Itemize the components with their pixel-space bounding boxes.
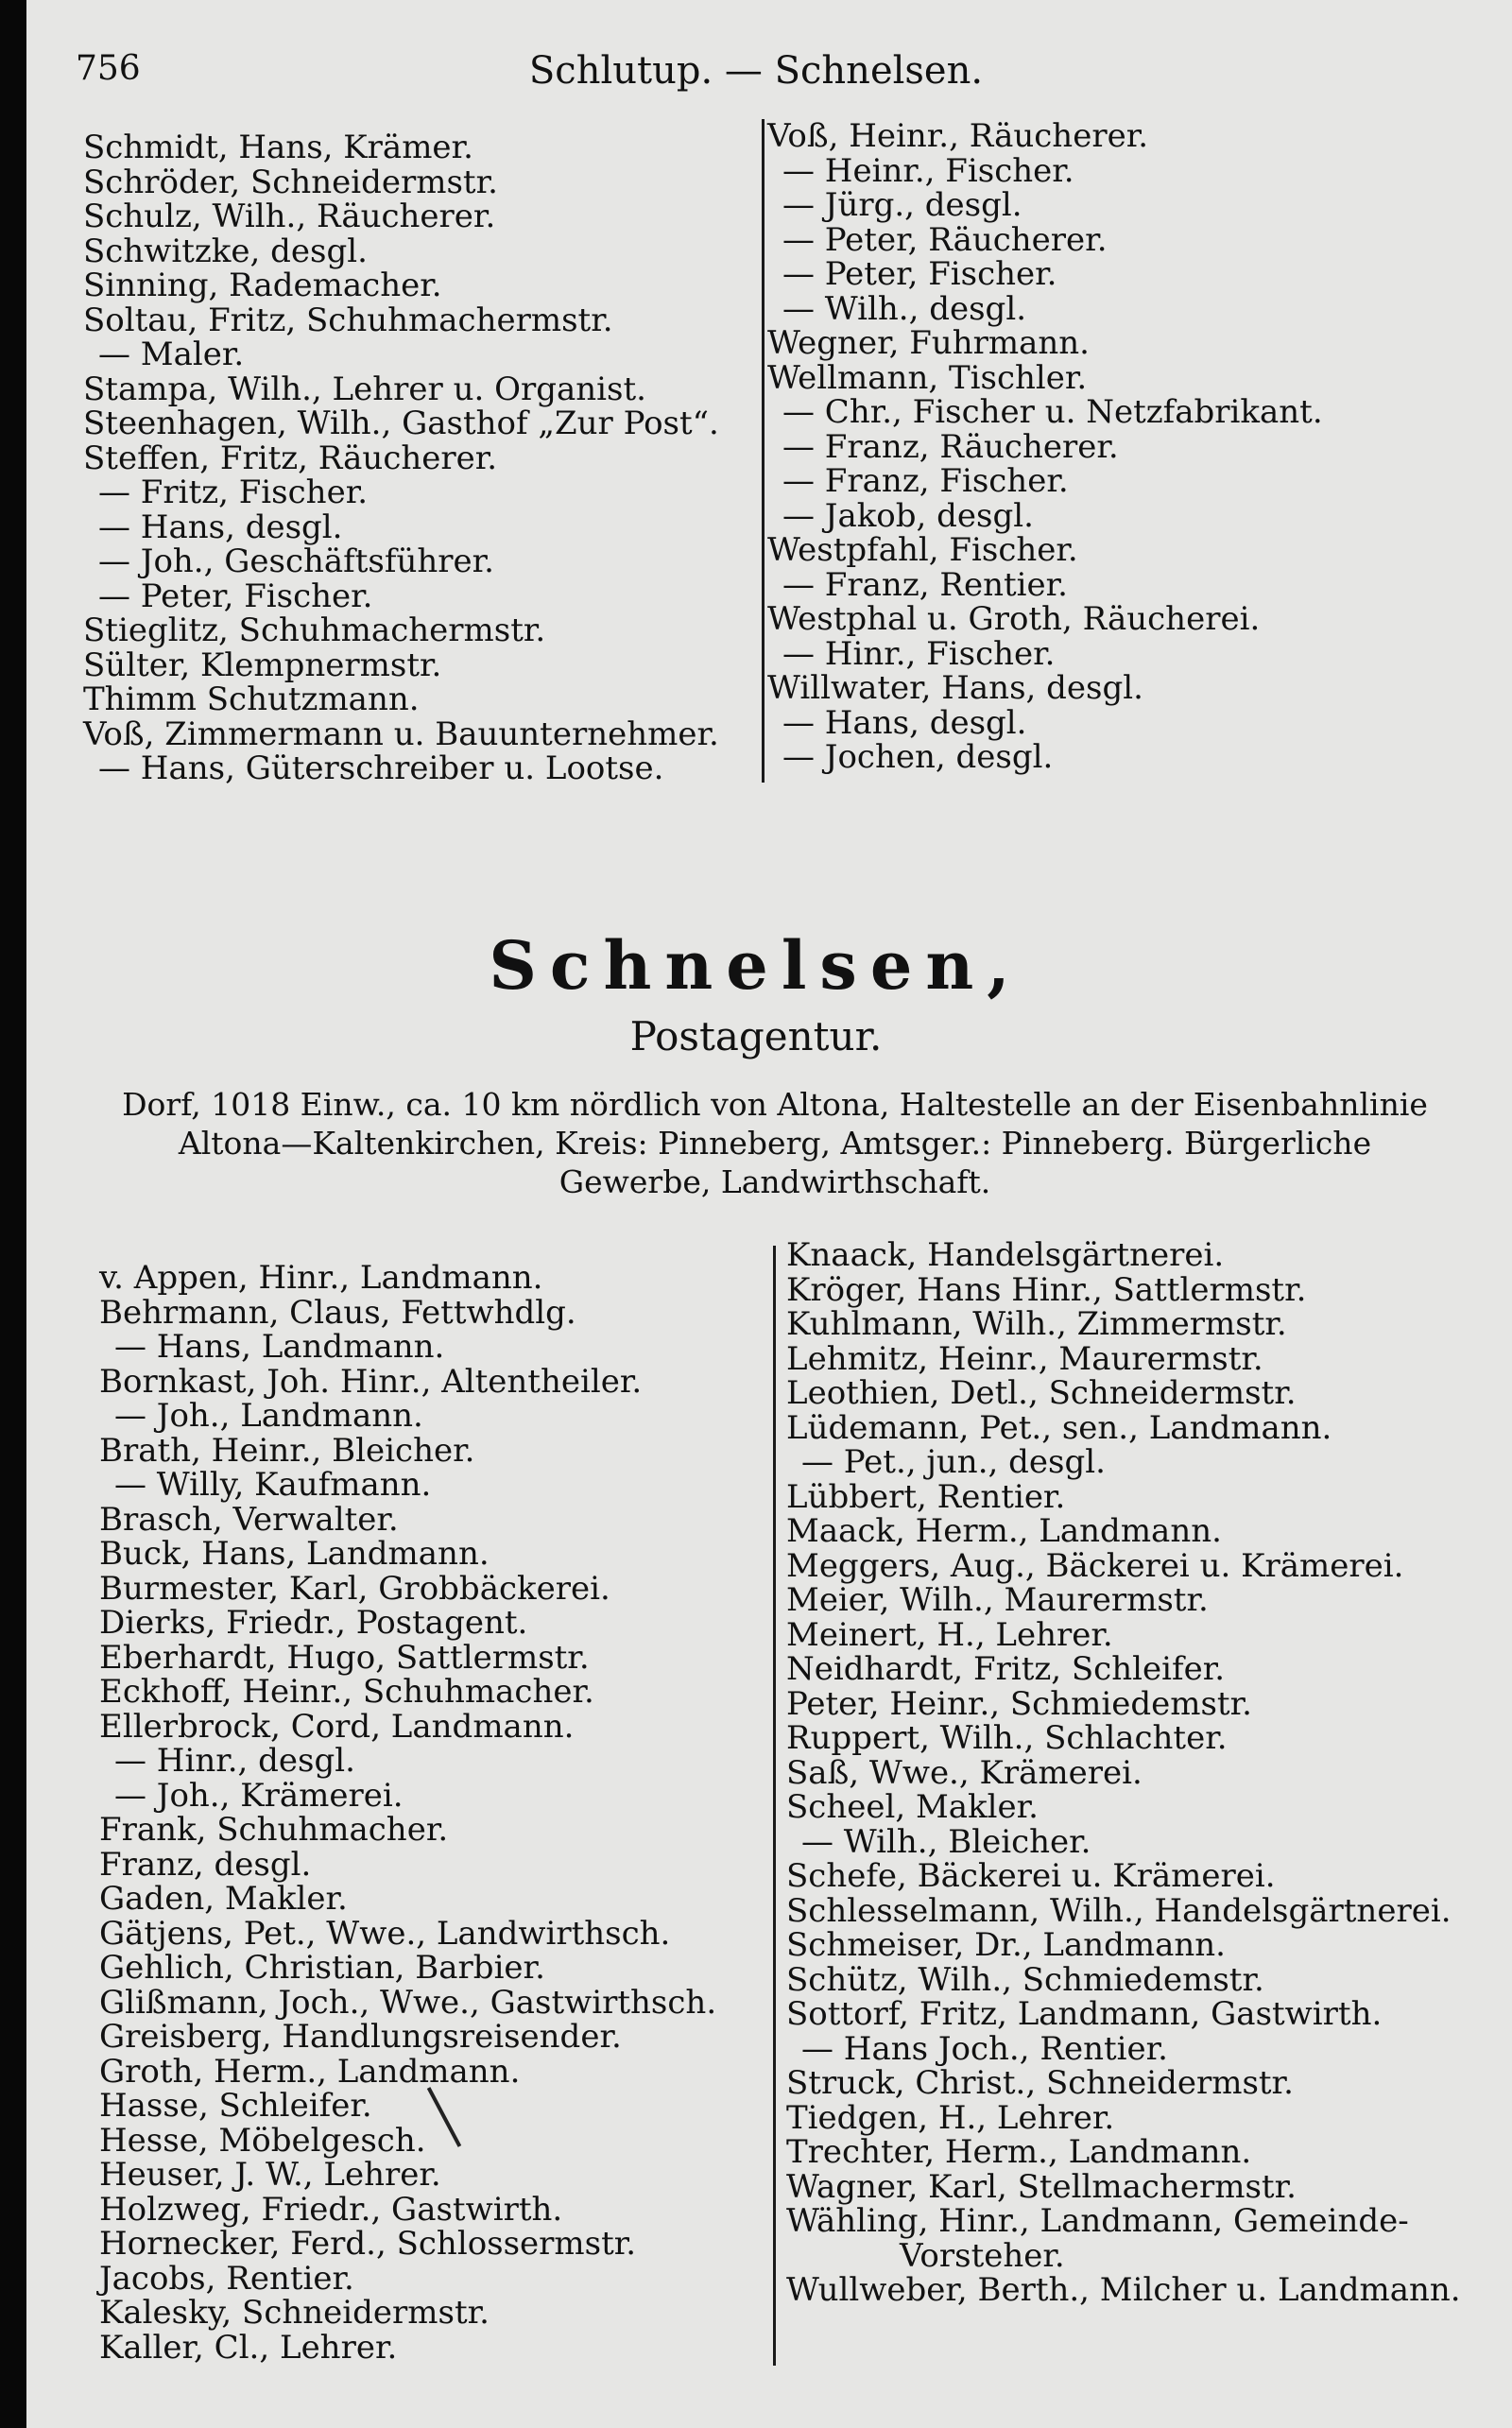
directory-entry: Sülter, Klempnermstr. [83, 646, 442, 684]
directory-entry: — Hans, desgl. [782, 703, 1027, 742]
directory-entry: Buck, Hans, Landmann. [99, 1535, 490, 1573]
directory-entry: Westpfahl, Fischer. [767, 531, 1078, 569]
directory-entry: — Jakob, desgl. [782, 496, 1034, 535]
directory-entry: Saß, Wwe., Krämerei. [786, 1753, 1143, 1792]
directory-entry: Westphal u. Groth, Räucherei. [767, 600, 1261, 638]
directory-entry: Eckhoff, Heinr., Schuhmacher. [99, 1673, 594, 1711]
directory-entry: Knaack, Handelsgärtnerei. [786, 1236, 1225, 1274]
directory-entry: — Franz, Fischer. [782, 462, 1069, 500]
directory-entry: Wagner, Karl, Stellmachermstr. [786, 2167, 1297, 2206]
directory-entry: Groth, Herm., Landmann. [99, 2052, 521, 2091]
directory-entry: Behrmann, Claus, Fettwhdlg. [99, 1293, 576, 1332]
directory-entry: Brath, Heinr., Bleicher. [99, 1431, 475, 1470]
directory-entry: — Joh., Krämerei. [114, 1776, 404, 1815]
directory-entry: Gätjens, Pet., Wwe., Landwirthsch. [99, 1914, 671, 1953]
directory-entry: Kalesky, Schneidermstr. [99, 2294, 490, 2332]
directory-entry: — Peter, Räucherer. [782, 220, 1108, 259]
directory-entry: Schefe, Bäckerei u. Krämerei. [786, 1857, 1276, 1895]
directory-entry: Schmeiser, Dr., Landmann. [786, 1926, 1226, 1964]
place-title: Schnelsen, [489, 926, 1023, 1005]
directory-entry: Dierks, Friedr., Postagent. [99, 1604, 528, 1642]
schlutup-left-column [83, 130, 745, 786]
running-head: Schlutup. — Schnelsen. [528, 49, 984, 93]
directory-entry: — Peter, Fischer. [782, 255, 1057, 293]
directory-entry: — Hans, Güterschreiber u. Lootse. [98, 749, 664, 787]
directory-entry: — Pet., jun., desgl. [801, 1443, 1106, 1481]
directory-entry: Hornecker, Ferd., Schlossermstr. [99, 2225, 637, 2263]
directory-entry: Kaller, Cl., Lehrer. [99, 2328, 398, 2367]
directory-entry: — Heinr., Fischer. [782, 151, 1074, 190]
directory-entry: Schulz, Wilh., Räucherer. [83, 198, 496, 235]
directory-entry: Schütz, Wilh., Schmiedemstr. [786, 1960, 1264, 1999]
directory-entry: Willwater, Hans, desgl. [767, 669, 1143, 707]
directory-entry: Trechter, Herm., Landmann. [786, 2133, 1252, 2171]
directory-entry: Kuhlmann, Wilh., Zimmermstr. [786, 1305, 1287, 1343]
directory-entry: Stampa, Wilh., Lehrer u. Organist. [83, 370, 646, 408]
directory-entry: Meggers, Aug., Bäckerei u. Krämerei. [786, 1546, 1404, 1585]
directory-entry: Greisberg, Handlungsreisender. [99, 2018, 622, 2056]
directory-entry: Schlesselmann, Wilh., Handelsgärtnerei. [786, 1891, 1452, 1930]
directory-entry: — Joh., Landmann. [114, 1397, 423, 1435]
directory-entry: — Jochen, desgl. [782, 738, 1054, 776]
directory-entry: Steffen, Fritz, Räucherer. [83, 439, 498, 477]
directory-entry: Brasch, Verwalter. [99, 1500, 399, 1539]
directory-entry: Wellmann, Tischler. [767, 358, 1088, 397]
column-divider [773, 1246, 776, 2366]
directory-entry: Heuser, J. W., Lehrer. [99, 2156, 441, 2194]
directory-entry: Hesse, Möbelgesch. [99, 2121, 426, 2160]
directory-entry: Voß, Heinr., Räucherer. [767, 117, 1149, 155]
directory-entry: Glißmann, Joch., Wwe., Gastwirthsch. [99, 1983, 717, 2022]
directory-entry: — Fritz, Fischer. [98, 474, 369, 511]
directory-entry: Ellerbrock, Cord, Landmann. [99, 1707, 575, 1746]
directory-entry: Soltau, Fritz, Schuhmachermstr. [83, 301, 613, 339]
directory-entry: — Hans, Landmann. [114, 1328, 445, 1366]
directory-entry: Gehlich, Christian, Barbier. [99, 1949, 545, 1987]
directory-entry: Bornkast, Joh. Hinr., Altentheiler. [99, 1362, 643, 1401]
directory-entry: Lübbert, Rentier. [786, 1477, 1066, 1516]
directory-entry: — Franz, Rentier. [782, 565, 1068, 604]
directory-entry: Stieglitz, Schuhmachermstr. [83, 611, 546, 649]
directory-entry: v. Appen, Hinr., Landmann. [99, 1259, 543, 1297]
directory-entry: Lüdemann, Pet., sen., Landmann. [786, 1408, 1332, 1447]
directory-entry: Holzweg, Friedr., Gastwirth. [99, 2190, 563, 2229]
directory-entry: — Hans, desgl. [98, 508, 343, 546]
directory-entry: Wullweber, Berth., Milcher u. Landmann. [786, 2271, 1461, 2309]
directory-entry: Eberhardt, Hugo, Sattlermstr. [99, 1638, 590, 1677]
directory-entry: Kröger, Hans Hinr., Sattlermstr. [786, 1270, 1307, 1309]
place-subtitle: Postagentur. [629, 1013, 883, 1059]
directory-entry: Franz, desgl. [99, 1845, 312, 1884]
schnelsen-right-column [786, 1238, 1486, 2308]
directory-entry: Scheel, Makler. [786, 1788, 1039, 1826]
directory-entry: Meier, Wilh., Maurermstr. [786, 1581, 1209, 1619]
directory-entry: — Willy, Kaufmann. [114, 1466, 432, 1504]
directory-entry: Wegner, Fuhrmann. [767, 324, 1090, 362]
directory-entry: Thimm Schutzmann. [83, 680, 420, 718]
column-divider [762, 119, 765, 783]
directory-entry: — Maler. [98, 336, 245, 373]
directory-entry: Voß, Zimmermann u. Bauunternehmer. [83, 715, 719, 753]
directory-entry: Peter, Heinr., Schmiedemstr. [786, 1684, 1252, 1723]
directory-entry: Maack, Herm., Landmann. [786, 1512, 1222, 1550]
directory-entry: Burmester, Karl, Grobbäckerei. [99, 1569, 610, 1608]
directory-entry: Wähling, Hinr., Landmann, Gemeinde- [786, 2202, 1409, 2240]
directory-entry: — Joh., Geschäftsführer. [98, 542, 494, 580]
directory-entry: Hasse, Schleifer. [99, 2087, 372, 2125]
scan-border [0, 0, 26, 2428]
directory-entry: Jacobs, Rentier. [99, 2259, 354, 2298]
directory-entry: Sottorf, Fritz, Landmann, Gastwirth. [786, 1995, 1383, 2033]
directory-entry: Gaden, Makler. [99, 1880, 348, 1918]
directory-entry: — Wilh., Bleicher. [801, 1822, 1091, 1861]
directory-entry: — Hinr., desgl. [114, 1742, 355, 1780]
directory-entry: Ruppert, Wilh., Schlachter. [786, 1719, 1228, 1757]
directory-entry: Schwitzke, desgl. [83, 232, 368, 270]
schnelsen-left-column [99, 1261, 761, 2365]
directory-entry: Vorsteher. [900, 2236, 1065, 2275]
directory-entry: — Peter, Fischer. [98, 577, 373, 615]
directory-entry: Meinert, H., Lehrer. [786, 1615, 1113, 1654]
directory-entry: Steenhagen, Wilh., Gasthof „Zur Post“. [83, 405, 719, 442]
directory-entry: — Jürg., desgl. [782, 186, 1022, 224]
directory-entry: Schröder, Schneidermstr. [83, 163, 498, 201]
page-number: 756 [76, 49, 141, 88]
directory-entry: Lehmitz, Heinr., Maurermstr. [786, 1339, 1263, 1378]
directory-entry: Neidhardt, Fritz, Schleifer. [786, 1650, 1226, 1688]
directory-entry: — Hinr., Fischer. [782, 634, 1056, 673]
directory-entry: — Hans Joch., Rentier. [801, 2029, 1168, 2068]
directory-entry: Frank, Schuhmacher. [99, 1811, 449, 1849]
directory-entry: — Franz, Räucherer. [782, 427, 1119, 466]
directory-entry: — Wilh., desgl. [782, 289, 1027, 328]
schlutup-right-column [767, 119, 1467, 775]
directory-entry: Sinning, Rademacher. [83, 267, 442, 304]
directory-entry: Struck, Christ., Schneidermstr. [786, 2064, 1294, 2102]
directory-entry: Schmidt, Hans, Krämer. [83, 129, 473, 166]
directory-entry: — Chr., Fischer u. Netzfabrikant. [782, 393, 1323, 431]
place-description: Dorf, 1018 Einw., ca. 10 km nördlich von Altona, Haltestelle an der Eisenbahnlinie Altona—Kaltenkirchen, Kreis: Pinneberg, Amtsger.: Pinneberg. Bürgerliche Gewerbe, Landwirthschaft. [122, 1086, 1428, 1200]
directory-entry: Tiedgen, H., Lehrer. [786, 2098, 1115, 2137]
directory-entry: Leothien, Detl., Schneidermstr. [786, 1374, 1297, 1412]
